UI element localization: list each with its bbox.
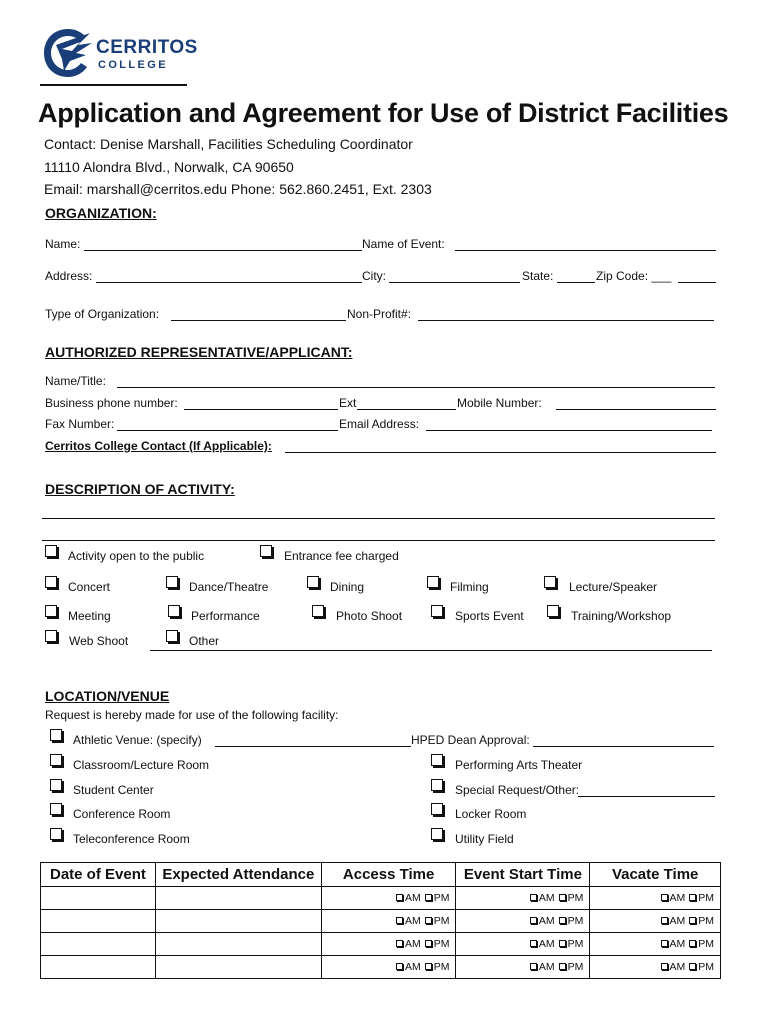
am-label: AM (538, 892, 555, 904)
state-field[interactable] (557, 282, 595, 283)
fax-label: Fax Number: (45, 417, 115, 431)
classroom-checkbox[interactable] (50, 754, 62, 766)
entrance-fee-label: Entrance fee charged (284, 549, 399, 563)
am-checkbox[interactable] (396, 894, 403, 901)
logo-text-line1: CERRITOS (96, 37, 198, 58)
dance-theatre-label: Dance/Theatre (189, 580, 269, 594)
organization-heading: ORGANIZATION: (45, 205, 157, 221)
conference-room-checkbox[interactable] (50, 803, 62, 815)
am-label: AM (404, 892, 421, 904)
pm-checkbox[interactable] (559, 894, 566, 901)
header-event-start-time: Event Start Time (456, 863, 590, 887)
date-cell[interactable] (41, 887, 156, 910)
attendance-cell[interactable] (155, 956, 321, 979)
student-center-checkbox[interactable] (50, 779, 62, 791)
table-row (41, 933, 721, 956)
pm-label: PM (698, 961, 714, 973)
attendance-cell[interactable] (155, 887, 321, 910)
other-label: Other (189, 634, 220, 648)
email-field[interactable] (426, 430, 712, 431)
activity-description-line-2[interactable] (42, 540, 715, 541)
org-name-field[interactable] (84, 250, 362, 251)
pm-checkbox[interactable] (689, 917, 696, 924)
web-shoot-label: Web Shoot (69, 634, 129, 648)
pm-checkbox[interactable] (425, 917, 432, 924)
ext-label: Ext (339, 396, 357, 410)
name-title-label: Name/Title: (45, 374, 106, 388)
mobile-label: Mobile Number: (457, 396, 542, 410)
teleconference-room-label: Teleconference Room (73, 832, 190, 846)
table-row (41, 956, 721, 979)
open-public-label: Activity open to the public (68, 549, 205, 563)
org-name-label: Name: (45, 237, 81, 251)
athletic-venue-checkbox[interactable] (50, 729, 62, 741)
other-checkbox[interactable] (166, 630, 178, 642)
access-time-cell[interactable] (321, 887, 456, 910)
am-checkbox[interactable] (396, 963, 403, 970)
table-row (41, 887, 721, 910)
am-checkbox[interactable] (396, 940, 403, 947)
am-checkbox[interactable] (530, 940, 537, 947)
location-intro: Request is hereby made for use of the following facility: (45, 708, 339, 722)
dining-checkbox[interactable] (307, 576, 319, 588)
header-date-of-event: Date of Event (41, 863, 156, 887)
address-field[interactable] (96, 282, 362, 283)
table-header-row (41, 863, 721, 887)
am-label: AM (669, 961, 686, 973)
am-label: AM (669, 892, 686, 904)
am-label: AM (538, 961, 555, 973)
start-time-cell[interactable] (456, 956, 590, 979)
zip-label: Zip Code: ___ (596, 269, 672, 283)
header-access-time: Access Time (321, 863, 456, 887)
pm-label: PM (567, 938, 584, 950)
access-time-cell[interactable] (321, 956, 456, 979)
vacate-time-cell[interactable] (590, 910, 721, 933)
activity-description-line-1[interactable] (42, 518, 715, 519)
header-vacate-time: Vacate Time (590, 863, 721, 887)
utility-field-checkbox[interactable] (431, 828, 443, 840)
pm-checkbox[interactable] (689, 963, 696, 970)
pm-checkbox[interactable] (689, 894, 696, 901)
am-checkbox[interactable] (530, 917, 537, 924)
locker-room-checkbox[interactable] (431, 803, 443, 815)
business-phone-field[interactable] (184, 409, 338, 410)
am-checkbox[interactable] (396, 917, 403, 924)
open-public-checkbox[interactable] (45, 545, 57, 557)
am-checkbox[interactable] (661, 917, 668, 924)
hped-approval-label: HPED Dean Approval: (411, 733, 530, 747)
college-contact-field[interactable] (285, 452, 716, 453)
org-type-label: Type of Organization: (45, 307, 160, 321)
am-label: AM (404, 938, 421, 950)
am-label: AM (669, 938, 686, 950)
vacate-time-cell[interactable] (590, 887, 721, 910)
address-label: Address: (45, 269, 93, 283)
meeting-label: Meeting (68, 609, 111, 623)
am-checkbox[interactable] (661, 940, 668, 947)
athletic-venue-field[interactable] (215, 746, 411, 747)
meeting-checkbox[interactable] (45, 605, 57, 617)
hped-approval-field[interactable] (533, 746, 714, 747)
logo-text-line2: COLLEGE (98, 59, 168, 71)
special-request-label: Special Request/Other: (455, 783, 580, 797)
name-title-field[interactable] (117, 387, 715, 388)
photo-shoot-checkbox[interactable] (312, 605, 324, 617)
vacate-time-cell[interactable] (590, 956, 721, 979)
business-phone-label: Business phone number: (45, 396, 178, 410)
date-cell[interactable] (41, 933, 156, 956)
conference-room-label: Conference Room (73, 807, 171, 821)
special-request-field[interactable] (578, 796, 715, 797)
access-time-cell[interactable] (321, 933, 456, 956)
utility-field-label: Utility Field (455, 832, 514, 846)
zip-field[interactable] (678, 282, 716, 283)
dance-theatre-checkbox[interactable] (166, 576, 178, 588)
am-checkbox[interactable] (530, 963, 537, 970)
lecture-speaker-label: Lecture/Speaker (569, 580, 658, 594)
teleconference-room-checkbox[interactable] (50, 828, 62, 840)
performance-checkbox[interactable] (168, 605, 180, 617)
classroom-label: Classroom/Lecture Room (73, 758, 210, 772)
logo-divider (40, 84, 187, 86)
performance-label: Performance (191, 609, 260, 623)
table-row (41, 910, 721, 933)
lecture-speaker-checkbox[interactable] (544, 576, 556, 588)
concert-label: Concert (68, 580, 111, 594)
sports-event-checkbox[interactable] (431, 605, 443, 617)
pm-checkbox[interactable] (559, 940, 566, 947)
entrance-fee-checkbox[interactable] (260, 545, 272, 557)
eagle-icon (40, 25, 96, 80)
start-time-cell[interactable] (456, 933, 590, 956)
pm-label: PM (567, 961, 584, 973)
training-workshop-checkbox[interactable] (547, 605, 559, 617)
pm-label: PM (433, 938, 450, 950)
am-label: AM (538, 915, 555, 927)
email-label: Email Address: (339, 417, 420, 431)
fax-field[interactable] (117, 430, 338, 431)
header-expected-attendance: Expected Attendance (155, 863, 321, 887)
activity-heading: DESCRIPTION OF ACTIVITY: (45, 481, 235, 497)
pm-checkbox[interactable] (559, 917, 566, 924)
sports-event-label: Sports Event (455, 609, 524, 623)
dining-label: Dining (330, 580, 365, 594)
start-time-cell[interactable] (456, 887, 590, 910)
special-request-checkbox[interactable] (431, 779, 443, 791)
contact-line-3: Email: marshall@cerritos.edu Phone: 562.860.2451, Ext. 2303 (44, 181, 432, 197)
event-schedule-table (40, 862, 721, 979)
representative-heading: AUTHORIZED REPRESENTATIVE/APPLICANT: (45, 344, 353, 360)
page-title: Application and Agreement for Use of District Facilities (38, 98, 729, 128)
performing-arts-checkbox[interactable] (431, 754, 443, 766)
pm-label: PM (698, 938, 714, 950)
pm-checkbox[interactable] (425, 963, 432, 970)
location-heading: LOCATION/VENUE (45, 688, 170, 704)
contact-line-2: 11110 Alondra Blvd., Norwalk, CA 90650 (44, 159, 294, 175)
pm-checkbox[interactable] (689, 940, 696, 947)
am-checkbox[interactable] (661, 963, 668, 970)
am-checkbox[interactable] (661, 894, 668, 901)
student-center-label: Student Center (73, 783, 154, 797)
start-time-cell[interactable] (456, 910, 590, 933)
mobile-field[interactable] (556, 409, 716, 410)
performing-arts-label: Performing Arts Theater (455, 758, 583, 772)
nonprofit-field[interactable] (418, 320, 714, 321)
event-name-label: Name of Event: (362, 237, 445, 251)
date-cell[interactable] (41, 910, 156, 933)
ext-field[interactable] (357, 409, 456, 410)
org-type-field[interactable] (171, 320, 346, 321)
city-label: City: (362, 269, 386, 283)
nonprofit-label: Non-Profit#: (347, 307, 412, 321)
city-field[interactable] (389, 282, 520, 283)
locker-room-label: Locker Room (455, 807, 527, 821)
access-time-cell[interactable] (321, 910, 456, 933)
filming-checkbox[interactable] (427, 576, 439, 588)
pm-label: PM (433, 961, 450, 973)
am-label: AM (404, 915, 421, 927)
pm-label: PM (567, 915, 584, 927)
attendance-cell[interactable] (155, 933, 321, 956)
am-label: AM (404, 961, 421, 973)
event-name-field[interactable] (455, 250, 716, 251)
pm-label: PM (567, 892, 584, 904)
contact-line-1: Contact: Denise Marshall, Facilities Scheduling Coordinator (44, 136, 413, 152)
am-label: AM (669, 915, 686, 927)
date-cell[interactable] (41, 956, 156, 979)
college-logo (40, 25, 198, 85)
pm-checkbox[interactable] (425, 894, 432, 901)
pm-checkbox[interactable] (425, 940, 432, 947)
pm-checkbox[interactable] (559, 963, 566, 970)
filming-label: Filming (450, 580, 489, 594)
web-shoot-checkbox[interactable] (45, 630, 57, 642)
training-workshop-label: Training/Workshop (571, 609, 672, 623)
pm-label: PM (433, 892, 450, 904)
pm-label: PM (698, 892, 714, 904)
pm-label: PM (433, 915, 450, 927)
other-specify-field[interactable] (150, 650, 712, 651)
am-label: AM (538, 938, 555, 950)
state-label: State: (522, 269, 554, 283)
am-checkbox[interactable] (530, 894, 537, 901)
pm-label: PM (698, 915, 714, 927)
attendance-cell[interactable] (155, 910, 321, 933)
college-contact-label: Cerritos College Contact (If Applicable): (45, 439, 272, 453)
concert-checkbox[interactable] (45, 576, 57, 588)
athletic-venue-label: Athletic Venue: (specify) (73, 733, 202, 747)
photo-shoot-label: Photo Shoot (336, 609, 403, 623)
vacate-time-cell[interactable] (590, 933, 721, 956)
